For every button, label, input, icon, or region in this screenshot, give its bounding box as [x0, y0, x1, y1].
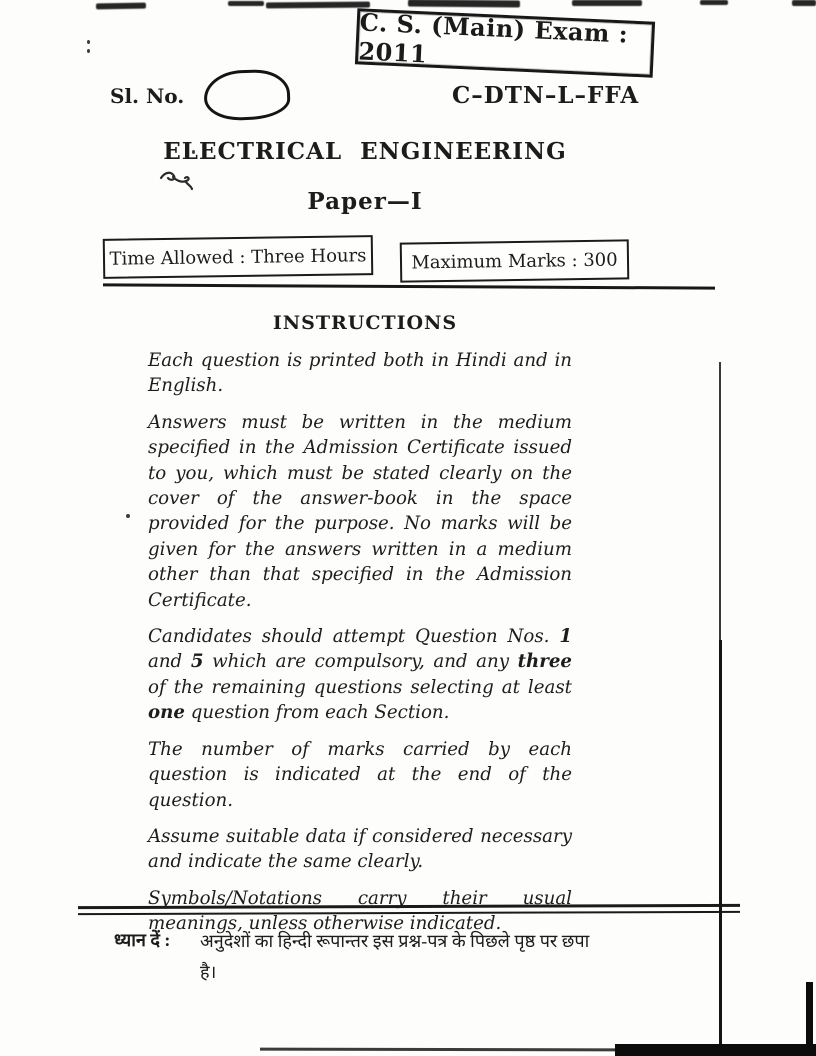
instructions-heading: INSTRUCTIONS: [272, 312, 458, 334]
exam-stamp: [355, 8, 655, 77]
header-separator-rule: [103, 283, 715, 289]
scan-smudge: [792, 0, 816, 6]
page-edge-line: [719, 640, 722, 1045]
instruction-paragraph: Candidates should attempt Question Nos. 1 and 5 which are compulsory, and any three of the remaining questions selecting at least one question from each Section.: [148, 626, 572, 724]
bottom-scan-bar: [615, 1044, 816, 1056]
paper-number: Paper—I: [307, 188, 423, 215]
scan-smudge: [700, 0, 728, 5]
scan-smudge: [228, 1, 264, 6]
scan-smudge: [408, 0, 520, 7]
right-edge-scan-bar: [806, 982, 813, 1056]
time-allowed-text: Time Allowed : Three Hours: [109, 244, 367, 270]
subject-title: ELECTRICAL ENGINEERING: [163, 138, 567, 165]
footnote-double-rule: [78, 904, 740, 915]
bottom-scan-line: [260, 1048, 620, 1052]
footnote-text: अनुदेशों का हिन्दी रूपान्तर इस प्रश्न-पत्र के पिछले पृष्ठ पर छपा है।: [200, 931, 590, 982]
page-edge-line: [719, 362, 721, 642]
instruction-paragraph: Assume suitable data if considered necessary and indicate the same clearly.: [148, 825, 572, 873]
instruction-paragraph: Answers must be written in the medium specified in the Admission Certificate issued to you, which must be stated clearly on the cover of the answer-book in the space provided for the purpose. No marks will be given for the answers written in a medium other than that specified in the Admission Certificate.: [148, 411, 572, 611]
exam-stamp-text: C. S. (Main) Exam : 2011: [357, 7, 629, 69]
instruction-paragraph: The number of marks carried by each question is indicated at the end of the question.: [148, 738, 572, 811]
ink-speck: [87, 40, 90, 44]
scan-smudge: [96, 3, 146, 10]
footnote-label: ध्यान दें :: [114, 930, 171, 950]
paper-code: C–DTN–L–FFA: [452, 82, 640, 109]
maximum-marks-box: [400, 239, 630, 282]
time-allowed-box: [103, 235, 374, 279]
instructions-body: [148, 348, 572, 948]
instruction-paragraph: Symbols/Notations carry their usual meanings, unless otherwise indicated.: [148, 887, 572, 935]
serial-number-oval: [203, 69, 291, 122]
serial-number-label: Sl. No.: [110, 84, 185, 108]
scan-smudge: [572, 0, 642, 6]
ink-speck: [126, 514, 130, 518]
maximum-marks-text: Maximum Marks : 300: [411, 249, 618, 273]
scan-smudge: [266, 2, 370, 9]
instruction-paragraph: Each question is printed both in Hindi and in English.: [148, 350, 572, 397]
